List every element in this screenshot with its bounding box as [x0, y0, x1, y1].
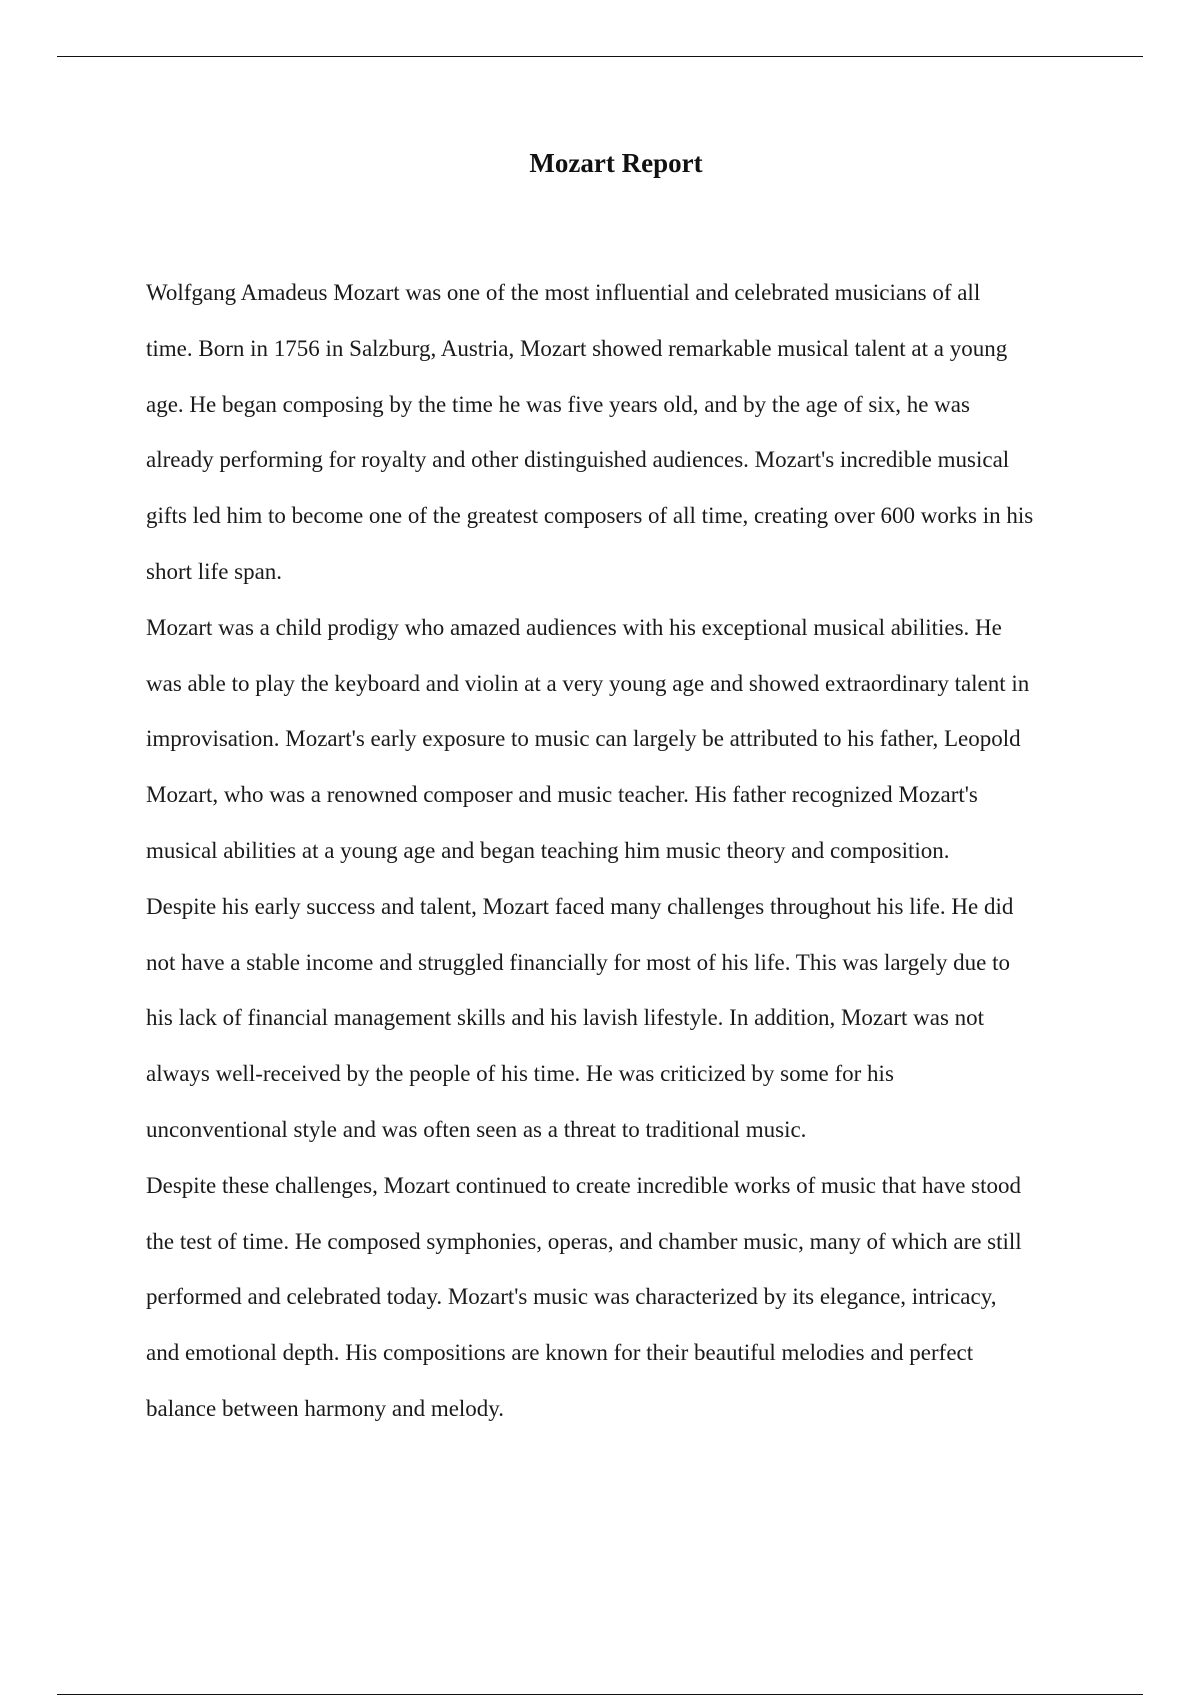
- text-line: his lack of financial management skills and his lavish lifestyle. In addition, Mozart was not: [146, 1005, 985, 1031]
- paragraph-2: [146, 600, 1106, 879]
- text-line: Despite these challenges, Mozart continued to create incredible works of music that have stood: [146, 1172, 1021, 1198]
- top-rule: [57, 56, 1143, 57]
- text-line: gifts led him to become one of the greatest composers of all time, creating over 600 works in his: [146, 503, 1034, 529]
- text-line: already performing for royalty and other distinguished audiences. Mozart's incredible musical: [146, 447, 1010, 473]
- text-line: not have a stable income and struggled financially for most of his life. This was largely due to: [146, 949, 1010, 975]
- bottom-rule: [57, 1694, 1143, 1695]
- text-line: improvisation. Mozart's early exposure to music can largely be attributed to his father, Leopold: [146, 726, 1021, 752]
- text-line: Wolfgang Amadeus Mozart was one of the most influential and celebrated musicians of all: [146, 280, 981, 305]
- page-title: Mozart Report: [529, 148, 703, 178]
- text-line: Mozart, who was a renowned composer and music teacher. His father recognized Mozart's: [146, 782, 978, 808]
- text-line: musical abilities at a young age and began teaching him music theory and composition.: [146, 837, 950, 863]
- text-line: Mozart was a child prodigy who amazed audiences with his exceptional musical abilities. He: [146, 614, 1002, 640]
- document-body: [146, 265, 1106, 1437]
- text-line: Despite his early success and talent, Mozart faced many challenges throughout his life. He did: [146, 893, 1014, 919]
- text-line: age. He began composing by the time he was five years old, and by the age of six, he was: [146, 391, 970, 417]
- paragraph-3: [146, 879, 1106, 1158]
- text-line: and emotional depth. His compositions are known for their beautiful melodies and perfect: [146, 1340, 974, 1366]
- text-line: time. Born in 1756 in Salzburg, Austria, Mozart showed remarkable musical talent at a young: [146, 335, 1008, 361]
- text-line: always well-received by the people of his time. He was criticized by some for his: [146, 1061, 894, 1087]
- text-line: short life span.: [146, 558, 283, 584]
- paragraph-4: [146, 1158, 1106, 1437]
- text-line: unconventional style and was often seen as a threat to traditional music.: [146, 1116, 807, 1142]
- text-line: balance between harmony and melody.: [146, 1395, 505, 1421]
- text-line: performed and celebrated today. Mozart's music was characterized by its elegance, intricacy,: [146, 1284, 997, 1310]
- text-line: was able to play the keyboard and violin at a very young age and showed extraordinary talent in: [146, 670, 1030, 696]
- text-line: the test of time. He composed symphonies, operas, and chamber music, many of which are still: [146, 1228, 1022, 1254]
- paragraph-1: [146, 265, 1106, 600]
